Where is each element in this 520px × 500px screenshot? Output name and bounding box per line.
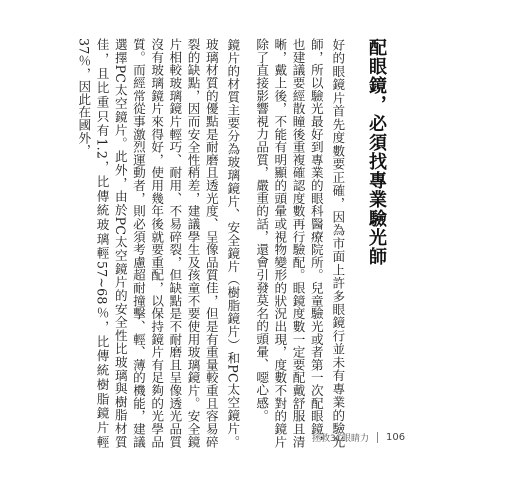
page-number: 106 — [386, 432, 406, 443]
body-paragraph-2 — [74, 38, 245, 448]
body-paragraph-1 — [252, 38, 350, 448]
paragraph-text: 好的眼鏡片首先度數要正確，因為市面上許多眼鏡行並未有專業的驗光師，所以驗光最好到專業的眼科醫療院所。兒童驗光或者第一次配眼鏡，也建議要經散瞳後重複確認度數再行驗配。眼鏡度數一定要配戴舒服且清晰，戴上後，不能有明顯的頭暈或視物變形的狀況出現，度數不對的鏡片除了直接影響視力品質，嚴重的話，還會引發莫名的頭暈、噁心感。 — [254, 38, 346, 448]
vertical-text-block — [67, 38, 400, 448]
running-title: 拯救3C眼睛力 — [312, 434, 370, 444]
footer-divider — [377, 432, 378, 443]
section-heading: 配眼鏡，必須找專業驗光師 — [365, 38, 387, 266]
page-footer — [312, 431, 405, 444]
paragraph-text: 鏡片的材質主要分為玻璃鏡片、安全鏡片（樹脂鏡片）和PC太空鏡片。玻璃材質的優點是耐磨且透光度、呈像品質佳，但是有重量較重且容易碎裂的缺點，因而安全性稍差，建議學生及孩童不要使用玻璃鏡片。安全鏡片相較玻璃鏡片輕巧、耐用、不易碎裂，但缺點是不耐磨且呈像透光品質沒有玻璃鏡片來得好，使用幾年後就要重配，以保持鏡片有足夠的光學品質。而經常從事激烈運動者，則必須考慮超耐撞擊、輕、薄的機能，建議選擇PC太空鏡片。此外，由於PC太空鏡片的安全性比玻璃與樹脂材質佳，且比重只有1.2，比傳統玻璃輕57∼68％，比傳統樹脂鏡片輕37％，因此在國外， — [76, 38, 241, 448]
